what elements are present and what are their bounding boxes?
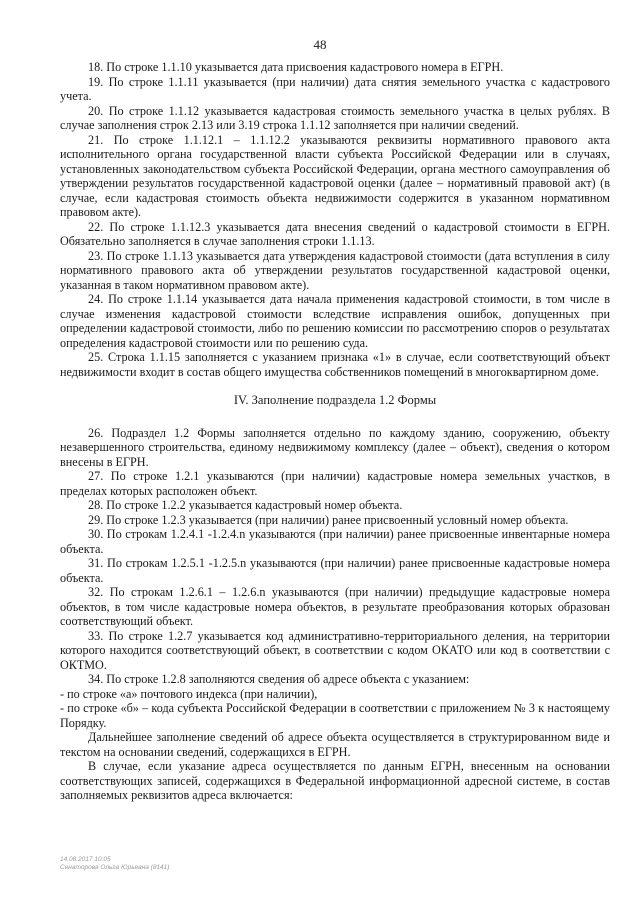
paragraph-31: 31. По строкам 1.2.5.1 -1.2.5.n указываются (при наличии) ранее присвоенные кадастровые номера объекта.: [60, 556, 610, 585]
footer-timestamp: 14.08.2017 10:05: [60, 856, 111, 863]
page-number: 48: [313, 37, 327, 52]
paragraph-20: 20. По строке 1.1.12 указывается кадастровая стоимость земельного участка в целых рублях. В случае заполнения строк 2.13 или 3.19 строка 1.1.12 заполняется при наличии сведений.: [60, 103, 610, 132]
paragraph-19: 19. По строке 1.1.11 указывается (при наличии) дата снятия земельного участка с кадастрового учета.: [60, 74, 610, 103]
paragraph-22: 22. По строке 1.1.12.3 указывается дата внесения сведений о кадастровой стоимости в ЕГРН. Обязательно заполняется в случае заполнения строки 1.1.13.: [60, 219, 610, 248]
list-item-b: - по строке «б» – кода субъекта Российской Федерации в соответствии с приложением № 3 к настоящему Порядку.: [60, 701, 610, 730]
paragraph-26: 26. Подраздел 1.2 Формы заполняется отдельно по каждому зданию, сооружению, объекту незавершенного строительства, единому недвижимому комплексу (далее – объект), сведения о котором внесены в ЕГРН.: [60, 425, 610, 469]
paragraph-25: 25. Строка 1.1.15 заполняется с указанием признака «1» в случае, если соответствующий объект недвижимости входит в состав общего имущества собственников помещений в многоквартирном доме.: [60, 350, 610, 379]
document-body: [60, 60, 610, 803]
paragraph-32: 32. По строкам 1.2.6.1 – 1.2.6.n указываются (при наличии) предыдущие кадастровые номера объектов, в том числе кадастровые номера объектов, в результате преобразования которых образован соответствующий объект.: [60, 585, 610, 628]
footer-author: Сенаторова Ольга Юрьевна (8141): [60, 864, 170, 871]
paragraph-27: 27. По строке 1.2.1 указываются (при наличии) кадастровые номера земельных участков, в пределах которых расположен объект.: [60, 469, 610, 498]
paragraph-address-structured: Дальнейшее заполнение сведений об адресе объекта осуществляется в структурированном виде и текстом на основании сведений, содержащихся в ЕГРН.: [60, 730, 610, 759]
paragraph-18: 18. По строке 1.1.10 указывается дата присвоения кадастрового номера в ЕГРН.: [88, 60, 504, 74]
paragraph-34: 34. По строке 1.2.8 заполняются сведения об адресе объекта с указанием:: [88, 672, 470, 686]
paragraph-29: 29. По строке 1.2.3 указывается (при наличии) ранее присвоенный условный номер объекта.: [88, 512, 569, 527]
paragraph-24: 24. По строке 1.1.14 указывается дата начала применения кадастровой стоимости, в том числе в случае изменения кадастровой стоимости вследствие исправления ошибок, допущенных при определении кадастровой стоимости, либо по решению комиссии по рассмотрению споров о результатах определения кадастровой стоимости или по решению суда.: [60, 292, 610, 350]
paragraph-33: 33. По строке 1.2.7 указывается код административно-территориального деления, на территории которого находится соответствующий объект, в соответствии с кодом ОКАТО или код в соответствии с ОКТМО.: [60, 628, 610, 672]
paragraph-30: 30. По строкам 1.2.4.1 -1.2.4.n указываются (при наличии) ранее присвоенные инвентарные номера объекта.: [60, 527, 610, 556]
paragraph-21: 21. По строке 1.1.12.1 – 1.1.12.2 указываются реквизиты нормативного правового акта исполнительного органа государственной власти субъекта Российской Федерации или в случаях, установленных законодательством субъекта Российской Федерации, органа местного самоуправления об утверждении результатов государственной кадастровой оценки (далее – нормативный правовой акт) (в случае, если кадастровая стоимость объекта недвижимости содержится в указанном нормативном правовом акте).: [60, 132, 610, 219]
paragraph-23: 23. По строке 1.1.13 указывается дата утверждения кадастровой стоимости (дата вступления в силу нормативного правового акта об утверждении результатов государственной кадастровой оценки, указанная в таком нормативном правовом акте).: [60, 248, 610, 292]
paragraph-address-fias: В случае, если указание адреса осуществляется по данным ЕГРН, внесенным на основании соответствующих записей, содержащихся в Федеральной информационной адресной системе, в состав заполняемых реквизитов адреса включается:: [60, 759, 610, 802]
list-item-a: - по строке «а» почтового индекса (при наличии),: [60, 686, 318, 701]
section-heading: IV. Заполнение подраздела 1.2 Формы: [233, 393, 437, 407]
paragraph-28: 28. По строке 1.2.2 указывается кадастровый номер объекта.: [88, 498, 403, 512]
footer-stamp: [60, 856, 169, 872]
